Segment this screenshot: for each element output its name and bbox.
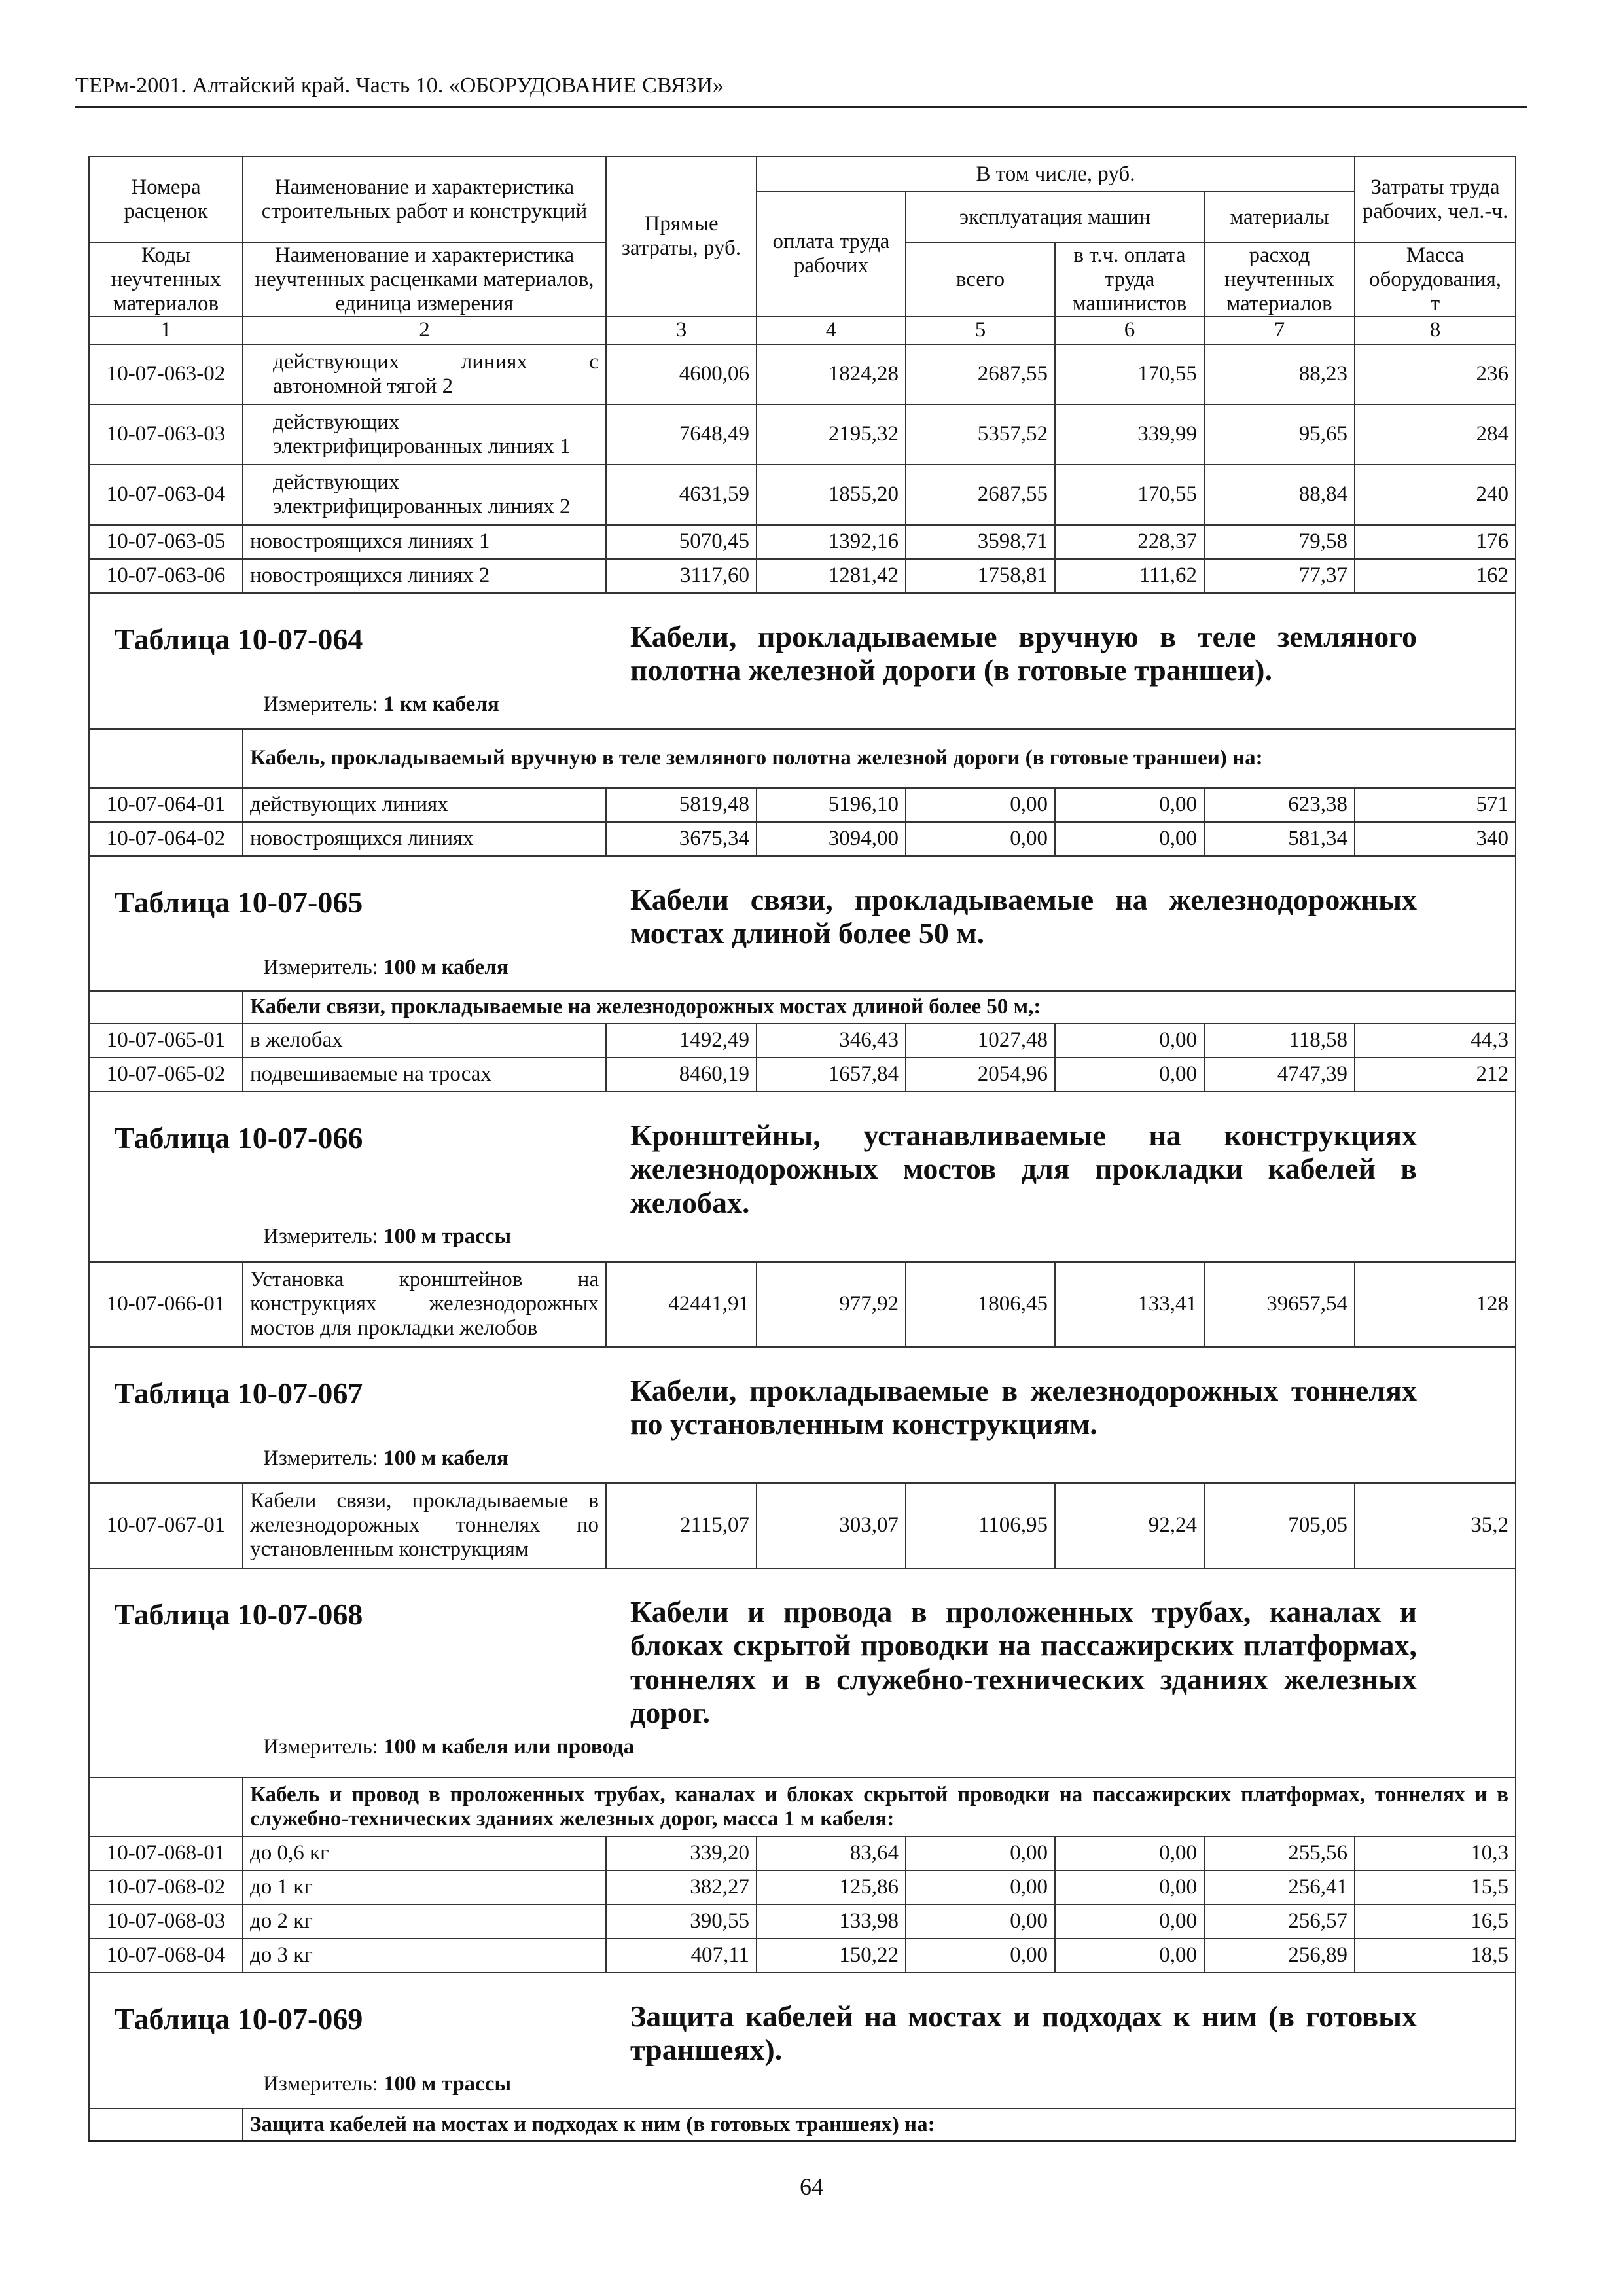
col-header-labor-costs: Затраты труда рабочих, чел.-ч. (1355, 156, 1516, 243)
machines-drivers: 0,00 (1055, 788, 1204, 822)
table-row (89, 1024, 1516, 1058)
labor-pay: 1657,84 (757, 1058, 906, 1092)
section-unit: Измеритель: 100 м трассы (263, 1225, 512, 1249)
direct-costs: 3117,60 (606, 559, 757, 593)
rate-code: 10-07-065-02 (89, 1058, 243, 1092)
machines-drivers: 0,00 (1055, 1024, 1204, 1058)
direct-costs: 42441,91 (606, 1262, 757, 1347)
direct-costs: 382,27 (606, 1871, 757, 1905)
section-label: Таблица 10-07-065 (115, 885, 363, 919)
col-header-machines: эксплуатация машин (906, 192, 1204, 243)
section-title: Кабели связи, прокладываемые на железнодорожных мостах длиной более 50 м. (630, 882, 1418, 950)
rate-name: действующих электрифицированных линиях 2 (243, 465, 606, 525)
table-row (89, 404, 1516, 465)
table-row (89, 559, 1516, 593)
section-10-07-067 (89, 1347, 1516, 1483)
rate-name: в желобах (243, 1024, 606, 1058)
col-header-rate-numbers: Номера расценок (89, 156, 243, 243)
rate-name: до 2 кг (243, 1905, 606, 1939)
labor-pay: 303,07 (757, 1483, 906, 1568)
machines-total: 2054,96 (906, 1058, 1055, 1092)
section-10-07-066 (89, 1092, 1516, 1262)
direct-costs: 390,55 (606, 1905, 757, 1939)
rate-name: новостроящихся линиях 2 (243, 559, 606, 593)
rate-code: 10-07-064-01 (89, 788, 243, 822)
labor-pay: 125,86 (757, 1871, 906, 1905)
materials: 581,34 (1204, 822, 1355, 856)
section-10-07-069 (89, 1973, 1516, 2109)
rate-name: до 3 кг (243, 1939, 606, 1973)
section-unit: Измеритель: 100 м кабеля (263, 955, 508, 979)
rate-name: подвешиваемые на тросах (243, 1058, 606, 1092)
labor-costs: 15,5 (1355, 1871, 1516, 1905)
machines-drivers: 170,55 (1055, 465, 1204, 525)
direct-costs: 4600,06 (606, 344, 757, 404)
machines-drivers: 0,00 (1055, 1058, 1204, 1092)
materials: 95,65 (1204, 404, 1355, 465)
labor-costs: 16,5 (1355, 1905, 1516, 1939)
materials: 256,41 (1204, 1871, 1355, 1905)
direct-costs: 4631,59 (606, 465, 757, 525)
labor-costs: 10,3 (1355, 1837, 1516, 1871)
direct-costs: 3675,34 (606, 822, 757, 856)
running-header: ТЕРм-2001. Алтайский край. Часть 10. «ОБОРУДОВАНИЕ СВЯЗИ» (75, 73, 724, 98)
labor-costs: 240 (1355, 465, 1516, 525)
col-number: 5 (906, 317, 1055, 344)
section-title: Кронштейны, устанавливаемые на конструкциях железнодорожных мостов для прокладки кабелей в желобах. (630, 1118, 1418, 1219)
col-number: 6 (1055, 317, 1204, 344)
machines-drivers: 92,24 (1055, 1483, 1204, 1568)
table-row (89, 1837, 1516, 1871)
table-row (89, 344, 1516, 404)
rate-code: 10-07-068-02 (89, 1871, 243, 1905)
group-heading: Кабели связи, прокладываемые на железнодорожных мостах длиной более 50 м,: (243, 991, 1516, 1024)
direct-costs: 2115,07 (606, 1483, 757, 1568)
section-label: Таблица 10-07-064 (115, 622, 363, 656)
materials: 255,56 (1204, 1837, 1355, 1871)
machines-total: 0,00 (906, 1837, 1055, 1871)
header-rule (75, 106, 1527, 108)
labor-costs: 176 (1355, 525, 1516, 559)
machines-drivers: 111,62 (1055, 559, 1204, 593)
machines-total: 0,00 (906, 1905, 1055, 1939)
labor-costs: 128 (1355, 1262, 1516, 1347)
rate-name: действующих линиях с автономной тягой 2 (243, 344, 606, 404)
machines-drivers: 228,37 (1055, 525, 1204, 559)
section-10-07-065 (89, 856, 1516, 991)
col-number: 3 (606, 317, 757, 344)
group-heading: Защита кабелей на мостах и подходах к ним (в готовых траншеях) на: (243, 2109, 1516, 2142)
direct-costs: 5819,48 (606, 788, 757, 822)
labor-pay: 150,22 (757, 1939, 906, 1973)
section-title: Кабели и провода в проложенных трубах, каналах и блоках скрытой проводки на пассажирских платформах, тоннелях и в служебно-технических зданиях железных дорог. (630, 1594, 1418, 1730)
direct-costs: 407,11 (606, 1939, 757, 1973)
section-label: Таблица 10-07-069 (115, 2001, 363, 2036)
section-label: Таблица 10-07-068 (115, 1597, 363, 1631)
machines-total: 5357,52 (906, 404, 1055, 465)
table-row (89, 1905, 1516, 1939)
table-row (89, 1939, 1516, 1973)
rate-code: 10-07-068-03 (89, 1905, 243, 1939)
col-header-labor-pay: оплата труда рабочих (757, 192, 906, 317)
machines-total: 2687,55 (906, 344, 1055, 404)
machines-drivers: 0,00 (1055, 1871, 1204, 1905)
labor-pay: 1281,42 (757, 559, 906, 593)
machines-total: 0,00 (906, 788, 1055, 822)
labor-pay: 83,64 (757, 1837, 906, 1871)
section-label: Таблица 10-07-067 (115, 1376, 363, 1410)
labor-costs: 162 (1355, 559, 1516, 593)
table-row (89, 1058, 1516, 1092)
rate-code: 10-07-063-06 (89, 559, 243, 593)
labor-costs: 571 (1355, 788, 1516, 822)
materials: 256,57 (1204, 1905, 1355, 1939)
section-title: Кабели, прокладываемые в железнодорожных тоннелях по установленным конструкциям. (630, 1373, 1418, 1441)
materials: 39657,54 (1204, 1262, 1355, 1347)
table-row (89, 1262, 1516, 1347)
machines-total: 1758,81 (906, 559, 1055, 593)
labor-pay: 1392,16 (757, 525, 906, 559)
group-heading: Кабель и провод в проложенных трубах, каналах и блоках скрытой проводки на пассажирских платформах, тоннелях и в служебно-технических зданиях железных дорог, масса 1 м кабеля: (243, 1778, 1516, 1837)
col-number: 1 (89, 317, 243, 344)
col-header-direct-costs: Прямые затраты, руб. (606, 156, 757, 317)
machines-drivers: 0,00 (1055, 822, 1204, 856)
col-number: 8 (1355, 317, 1516, 344)
section-unit: Измеритель: 1 км кабеля (263, 692, 499, 716)
table-row (89, 788, 1516, 822)
col-number: 2 (243, 317, 606, 344)
page-number: 64 (800, 2174, 823, 2200)
rate-code: 10-07-066-01 (89, 1262, 243, 1347)
labor-pay: 1824,28 (757, 344, 906, 404)
materials: 118,58 (1204, 1024, 1355, 1058)
labor-pay: 1855,20 (757, 465, 906, 525)
section-unit: Измеритель: 100 м кабеля или провода (263, 1734, 635, 1759)
machines-total: 3598,71 (906, 525, 1055, 559)
rate-name: новостроящихся линиях (243, 822, 606, 856)
rate-code: 10-07-068-04 (89, 1939, 243, 1973)
materials: 705,05 (1204, 1483, 1355, 1568)
rate-name: до 0,6 кг (243, 1837, 606, 1871)
rate-name: новостроящихся линиях 1 (243, 525, 606, 559)
materials: 88,84 (1204, 465, 1355, 525)
labor-costs: 236 (1355, 344, 1516, 404)
materials: 88,23 (1204, 344, 1355, 404)
col-header-machines-total: всего (906, 243, 1055, 317)
rate-code: 10-07-063-05 (89, 525, 243, 559)
direct-costs: 1492,49 (606, 1024, 757, 1058)
labor-pay: 977,92 (757, 1262, 906, 1347)
machines-drivers: 170,55 (1055, 344, 1204, 404)
labor-costs: 35,2 (1355, 1483, 1516, 1568)
materials: 79,58 (1204, 525, 1355, 559)
col-number: 4 (757, 317, 906, 344)
rate-code: 10-07-068-01 (89, 1837, 243, 1871)
table-row (89, 1871, 1516, 1905)
col-header-machines-drivers: в т.ч. оплата труда машинистов (1055, 243, 1204, 317)
section-title: Защита кабелей на мостах и подходах к ним (в готовых траншеях). (630, 1999, 1418, 2067)
col-header-material-names: Наименование и характеристика неучтенных расценками материалов, единица измерения (243, 243, 606, 317)
col-header-materials: материалы (1204, 192, 1355, 243)
rate-name: до 1 кг (243, 1871, 606, 1905)
machines-total: 1806,45 (906, 1262, 1055, 1347)
labor-costs: 18,5 (1355, 1939, 1516, 1973)
rate-name: действующих линиях (243, 788, 606, 822)
col-header-material-codes: Коды неучтенных материалов (89, 243, 243, 317)
rate-code: 10-07-064-02 (89, 822, 243, 856)
rates-table (88, 156, 1516, 2142)
direct-costs: 5070,45 (606, 525, 757, 559)
section-label: Таблица 10-07-066 (115, 1121, 363, 1155)
labor-pay: 5196,10 (757, 788, 906, 822)
machines-drivers: 0,00 (1055, 1939, 1204, 1973)
rate-name: действующих электрифицированных линиях 1 (243, 404, 606, 465)
materials: 623,38 (1204, 788, 1355, 822)
section-10-07-064 (89, 593, 1516, 729)
section-10-07-068 (89, 1568, 1516, 1778)
materials: 77,37 (1204, 559, 1355, 593)
labor-costs: 284 (1355, 404, 1516, 465)
labor-costs: 212 (1355, 1058, 1516, 1092)
labor-costs: 44,3 (1355, 1024, 1516, 1058)
labor-pay: 3094,00 (757, 822, 906, 856)
machines-drivers: 0,00 (1055, 1905, 1204, 1939)
col-header-unaccounted-materials: расход неучтенных материалов (1204, 243, 1355, 317)
rate-code: 10-07-067-01 (89, 1483, 243, 1568)
col-header-including: В том числе, руб. (757, 156, 1355, 192)
rate-code: 10-07-063-02 (89, 344, 243, 404)
table-row (89, 465, 1516, 525)
machines-total: 0,00 (906, 822, 1055, 856)
machines-drivers: 133,41 (1055, 1262, 1204, 1347)
section-unit: Измеритель: 100 м трассы (263, 2072, 512, 2096)
machines-drivers: 339,99 (1055, 404, 1204, 465)
table-row (89, 1483, 1516, 1568)
section-unit: Измеритель: 100 м кабеля (263, 1446, 508, 1470)
rate-code: 10-07-065-01 (89, 1024, 243, 1058)
machines-total: 0,00 (906, 1871, 1055, 1905)
machines-drivers: 0,00 (1055, 1837, 1204, 1871)
direct-costs: 7648,49 (606, 404, 757, 465)
labor-pay: 2195,32 (757, 404, 906, 465)
rate-code: 10-07-063-03 (89, 404, 243, 465)
col-header-equipment-mass: Масса оборудования, т (1355, 243, 1516, 317)
group-heading: Кабель, прокладываемый вручную в теле земляного полотна железной дороги (в готовые траншеи) на: (243, 729, 1516, 788)
materials: 4747,39 (1204, 1058, 1355, 1092)
machines-total: 0,00 (906, 1939, 1055, 1973)
table-row (89, 822, 1516, 856)
rate-name: Кабели связи, прокладываемые в железнодорожных тоннелях по установленным конструкциям (243, 1483, 606, 1568)
rate-name: Установка кронштейнов на конструкциях железнодорожных мостов для прокладки желобов (243, 1262, 606, 1347)
materials: 256,89 (1204, 1939, 1355, 1973)
col-header-work-name: Наименование и характеристика строительных работ и конструкций (243, 156, 606, 243)
col-number: 7 (1204, 317, 1355, 344)
table-row (89, 525, 1516, 559)
labor-pay: 346,43 (757, 1024, 906, 1058)
section-title: Кабели, прокладываемые вручную в теле земляного полотна железной дороги (в готовые траншеи). (630, 619, 1418, 687)
labor-pay: 133,98 (757, 1905, 906, 1939)
machines-total: 2687,55 (906, 465, 1055, 525)
machines-total: 1106,95 (906, 1483, 1055, 1568)
rate-code: 10-07-063-04 (89, 465, 243, 525)
direct-costs: 339,20 (606, 1837, 757, 1871)
direct-costs: 8460,19 (606, 1058, 757, 1092)
machines-total: 1027,48 (906, 1024, 1055, 1058)
labor-costs: 340 (1355, 822, 1516, 856)
